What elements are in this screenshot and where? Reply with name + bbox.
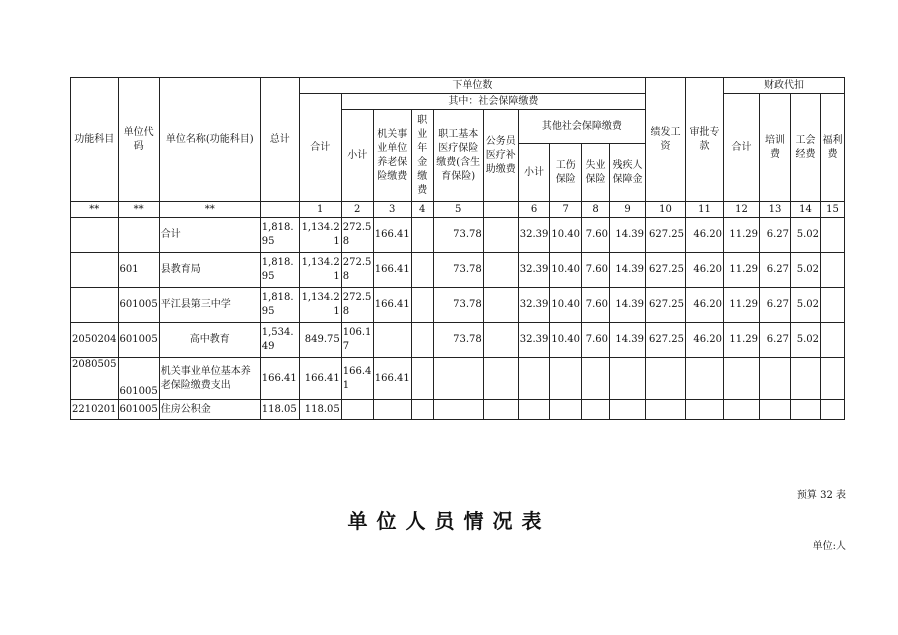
cell-c4 <box>411 218 433 253</box>
cell-c7: 10.40 <box>550 288 582 323</box>
cell-c10 <box>646 400 686 420</box>
cell-c5: 73.78 <box>433 253 483 288</box>
cell-c-civil <box>483 323 518 358</box>
cell-name: 平江县第三中学 <box>159 288 260 323</box>
cell-c3: 166.41 <box>373 288 411 323</box>
index-num: 10 <box>646 202 686 218</box>
cell-c11: 46.20 <box>686 323 724 358</box>
cell-c11: 46.20 <box>686 218 724 253</box>
index-num: 12 <box>724 202 760 218</box>
header-training: 培训费 <box>760 94 791 202</box>
cell-c13: 6.27 <box>760 323 791 358</box>
header-civil-medical: 公务员医疗补助缴费 <box>483 110 518 202</box>
table-row <box>71 323 845 358</box>
index-stars-1: ** <box>71 202 119 218</box>
cell-c7: 10.40 <box>550 218 582 253</box>
header-medical: 职工基本医疗保险缴费(含生育保险) <box>433 110 483 202</box>
cell-c-civil <box>483 400 518 420</box>
header-injury: 工伤保险 <box>550 144 582 202</box>
cell-c14: 5.02 <box>791 323 821 358</box>
index-num: 15 <box>821 202 845 218</box>
cell-c3: 166.41 <box>373 253 411 288</box>
index-stars-2: ** <box>118 202 159 218</box>
data-rows <box>71 218 845 420</box>
unit-label: 单位:人 <box>812 541 846 552</box>
cell-c13 <box>760 358 791 400</box>
cell-c6: 32.39 <box>518 288 550 323</box>
index-num: 3 <box>373 202 411 218</box>
header-salary: 绩发工资 <box>646 78 686 202</box>
cell-c13: 6.27 <box>760 218 791 253</box>
index-stars-3: ** <box>159 202 260 218</box>
cell-c6: 32.39 <box>518 323 550 358</box>
index-num: 9 <box>610 202 646 218</box>
cell-c14 <box>791 400 821 420</box>
cell-c7 <box>550 400 582 420</box>
cell-c11 <box>686 358 724 400</box>
cell-c8: 7.60 <box>582 323 610 358</box>
table-row <box>71 288 845 323</box>
cell-c3 <box>373 400 411 420</box>
index-num <box>483 202 518 218</box>
cell-c2: 272.58 <box>341 218 373 253</box>
cell-c10: 627.25 <box>646 323 686 358</box>
cell-c6 <box>518 400 550 420</box>
header-subtotal: 小计 <box>341 110 373 202</box>
cell-name: 高中教育 <box>159 323 260 358</box>
cell-func: 2050204 <box>71 323 119 358</box>
cell-c9 <box>610 400 646 420</box>
cell-code: 601 <box>118 253 159 288</box>
cell-c6 <box>518 358 550 400</box>
cell-c10: 627.25 <box>646 253 686 288</box>
cell-c11: 46.20 <box>686 253 724 288</box>
cell-c15 <box>821 400 845 420</box>
cell-code: 601005 <box>118 358 159 400</box>
header-unit-name: 单位名称(功能科目) <box>159 78 260 202</box>
header-union: 工会经费 <box>791 94 821 202</box>
header-other-subtotal: 小计 <box>518 144 550 202</box>
cell-func: 2080505 <box>71 358 119 400</box>
cell-c3: 166.41 <box>373 358 411 400</box>
cell-c8: 7.60 <box>582 253 610 288</box>
table-row <box>71 253 845 288</box>
index-num: 2 <box>341 202 373 218</box>
cell-c13: 6.27 <box>760 288 791 323</box>
cell-c8: 7.60 <box>582 218 610 253</box>
cell-c14: 5.02 <box>791 218 821 253</box>
cell-name: 住房公积金 <box>159 400 260 420</box>
cell-c12 <box>724 400 760 420</box>
index-num: 4 <box>411 202 433 218</box>
cell-c13: 6.27 <box>760 253 791 288</box>
cell-c4 <box>411 288 433 323</box>
index-num: 1 <box>299 202 341 218</box>
cell-c11: 46.20 <box>686 288 724 323</box>
cell-code: 601005 <box>118 400 159 420</box>
cell-c4 <box>411 253 433 288</box>
cell-c8 <box>582 400 610 420</box>
cell-c15 <box>821 218 845 253</box>
index-num: 5 <box>433 202 483 218</box>
header-fiscal-total: 合计 <box>724 94 760 202</box>
header-unit-code: 单位代码 <box>118 78 159 202</box>
cell-c11 <box>686 400 724 420</box>
cell-c2 <box>341 400 373 420</box>
header-social-security: 其中：社会保障缴费 <box>341 94 645 110</box>
cell-c5 <box>433 400 483 420</box>
cell-func: 2210201 <box>71 400 119 420</box>
header-occupational-annuity: 职业年金缴费 <box>411 110 433 202</box>
header-unemployment: 失业保险 <box>582 144 610 202</box>
cell-c5: 73.78 <box>433 323 483 358</box>
cell-c15 <box>821 253 845 288</box>
cell-c5 <box>433 358 483 400</box>
cell-c14 <box>791 358 821 400</box>
cell-c9: 14.39 <box>610 323 646 358</box>
cell-total: 1,818.95 <box>260 218 299 253</box>
cell-c12: 11.29 <box>724 323 760 358</box>
cell-c8 <box>582 358 610 400</box>
cell-c15 <box>821 323 845 358</box>
cell-c-civil <box>483 288 518 323</box>
cell-c1: 1,134.21 <box>299 218 341 253</box>
cell-c12: 11.29 <box>724 253 760 288</box>
cell-c9: 14.39 <box>610 218 646 253</box>
cell-c14: 5.02 <box>791 288 821 323</box>
cell-c4 <box>411 323 433 358</box>
header-welfare: 福利费 <box>821 94 845 202</box>
cell-c7 <box>550 358 582 400</box>
cell-c4 <box>411 400 433 420</box>
cell-name: 县教育局 <box>159 253 260 288</box>
header-fiscal-deduction: 财政代扣 <box>724 78 845 94</box>
index-num: 14 <box>791 202 821 218</box>
index-num: 8 <box>582 202 610 218</box>
cell-code: 601005 <box>118 288 159 323</box>
cell-c9: 14.39 <box>610 253 646 288</box>
header-org-pension: 机关事业单位养老保险缴费 <box>373 110 411 202</box>
cell-name: 合计 <box>159 218 260 253</box>
cell-c10: 627.25 <box>646 288 686 323</box>
cell-total: 1,818.95 <box>260 288 299 323</box>
cell-c8: 7.60 <box>582 288 610 323</box>
cell-name: 机关事业单位基本养老保险缴费支出 <box>159 358 260 400</box>
index-num: 6 <box>518 202 550 218</box>
header-func-subject: 功能科目 <box>71 78 119 202</box>
cell-code: 601005 <box>118 323 159 358</box>
cell-c2: 272.58 <box>341 288 373 323</box>
cell-c6: 32.39 <box>518 253 550 288</box>
cell-c15 <box>821 288 845 323</box>
cell-c1: 166.41 <box>299 358 341 400</box>
cell-c9: 14.39 <box>610 288 646 323</box>
cell-c9 <box>610 358 646 400</box>
cell-func <box>71 218 119 253</box>
cell-total: 166.41 <box>260 358 299 400</box>
cell-code <box>118 218 159 253</box>
cell-c-civil <box>483 253 518 288</box>
cell-c2: 106.17 <box>341 323 373 358</box>
cell-c5: 73.78 <box>433 288 483 323</box>
index-num: 11 <box>686 202 724 218</box>
cell-total: 1,534.49 <box>260 323 299 358</box>
cell-c12 <box>724 358 760 400</box>
page-title: 单位人员情况表 <box>347 509 551 533</box>
index-num: 7 <box>550 202 582 218</box>
cell-func <box>71 288 119 323</box>
cell-total: 118.05 <box>260 400 299 420</box>
cell-c7: 10.40 <box>550 323 582 358</box>
table-row <box>71 400 845 420</box>
cell-c12: 11.29 <box>724 288 760 323</box>
header-lower-units: 下单位数 <box>299 78 645 94</box>
cell-c7: 10.40 <box>550 253 582 288</box>
cell-c10: 627.25 <box>646 218 686 253</box>
cell-c3: 166.41 <box>373 218 411 253</box>
index-num: 13 <box>760 202 791 218</box>
cell-c-civil <box>483 358 518 400</box>
cell-c2: 166.41 <box>341 358 373 400</box>
cell-c15 <box>821 358 845 400</box>
cell-c1: 1,134.21 <box>299 253 341 288</box>
header-other-social: 其他社会保障缴费 <box>518 110 645 144</box>
budget-table <box>70 77 845 420</box>
cell-c14: 5.02 <box>791 253 821 288</box>
header-sub-total: 合计 <box>299 94 341 202</box>
cell-c2: 272.58 <box>341 253 373 288</box>
cell-c13 <box>760 400 791 420</box>
cell-c1: 849.75 <box>299 323 341 358</box>
cell-c3 <box>373 323 411 358</box>
cell-c-civil <box>483 218 518 253</box>
cell-c12: 11.29 <box>724 218 760 253</box>
header-total: 总计 <box>260 78 299 202</box>
cell-c5: 73.78 <box>433 218 483 253</box>
cell-total: 1,818.95 <box>260 253 299 288</box>
table-number: 预算 32 表 <box>796 490 846 501</box>
header-disabled: 残疾人保障金 <box>610 144 646 202</box>
cell-func <box>71 253 119 288</box>
cell-c1: 1,134.21 <box>299 288 341 323</box>
cell-c10 <box>646 358 686 400</box>
cell-c1: 118.05 <box>299 400 341 420</box>
cell-c6: 32.39 <box>518 218 550 253</box>
header-approved: 审批专款 <box>686 78 724 202</box>
cell-c4 <box>411 358 433 400</box>
table-row <box>71 218 845 253</box>
table-row <box>71 358 845 400</box>
index-cell <box>260 202 299 218</box>
